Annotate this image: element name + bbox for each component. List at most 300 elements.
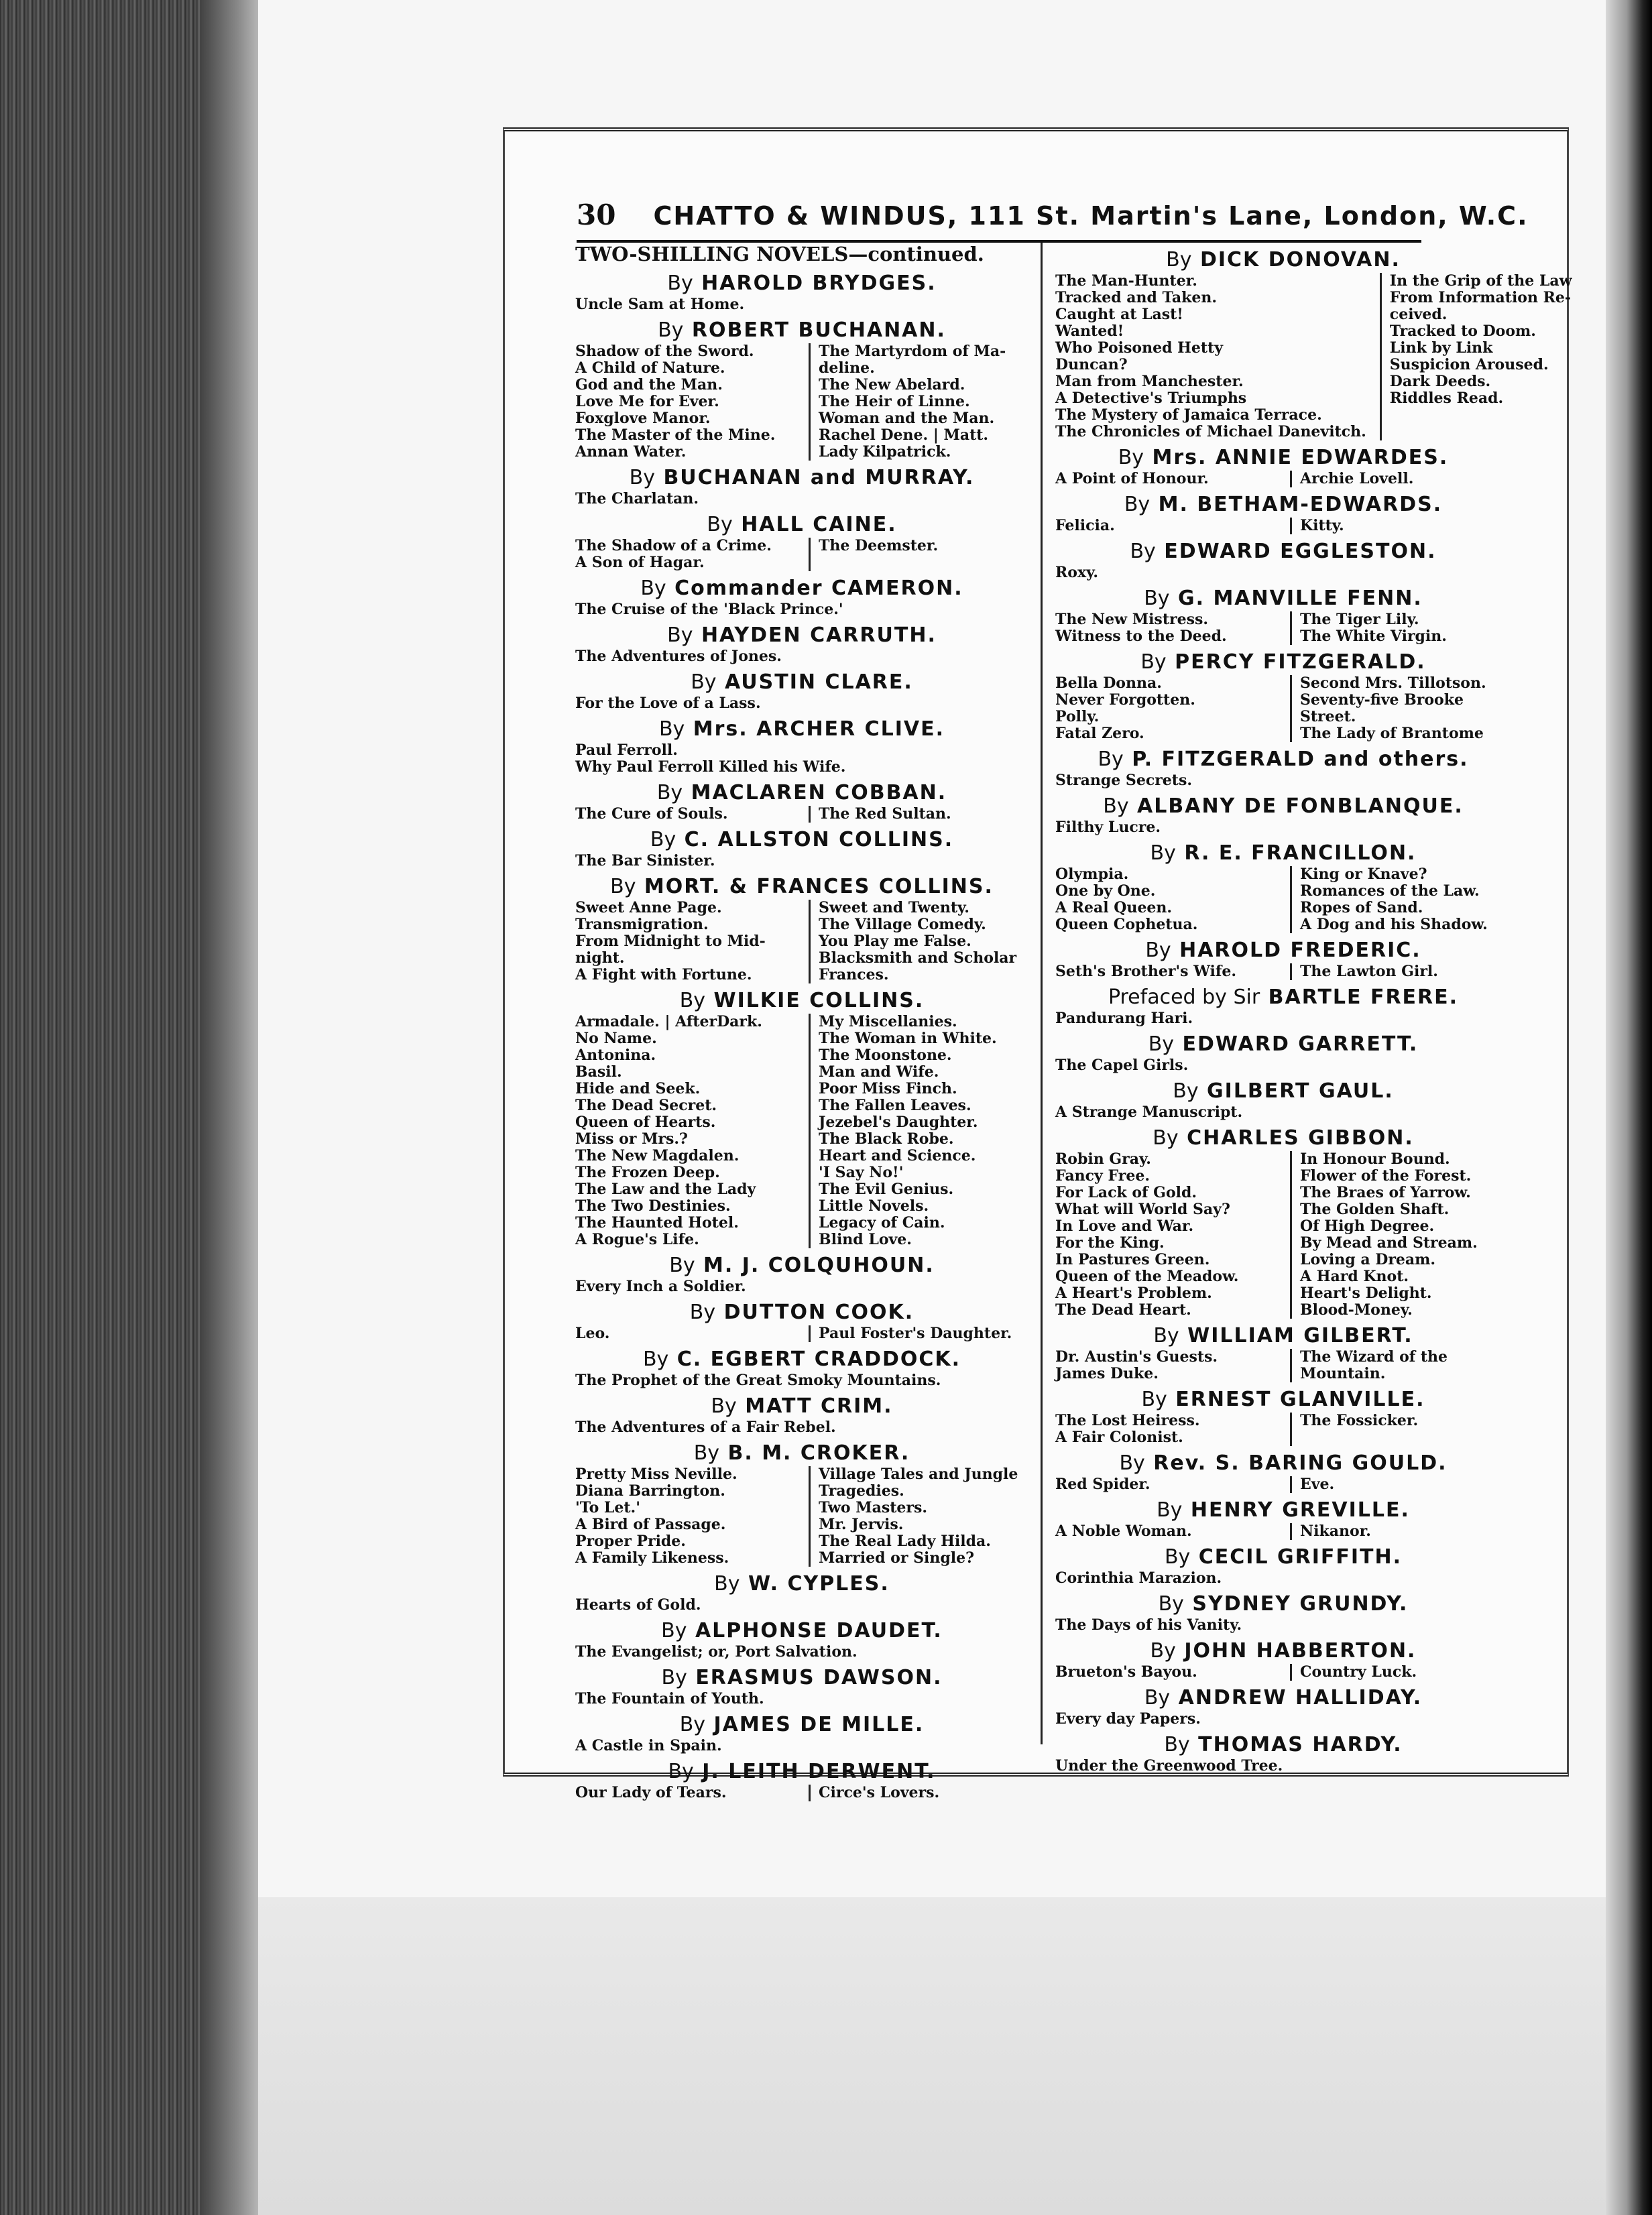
book-title: Romances of the Law. — [1290, 883, 1511, 900]
book-title: Woman and the Man. — [809, 410, 1028, 427]
title-list — [575, 1466, 1028, 1567]
title-list — [1055, 1349, 1511, 1382]
book-title: The Capel Girls. — [1055, 1057, 1189, 1074]
author-entry — [1055, 1451, 1511, 1493]
author-by: By — [691, 670, 717, 694]
heading-period: . — [888, 513, 897, 536]
book-title: Seth's Brother's Wife. — [1055, 963, 1237, 980]
author-entry — [575, 874, 1028, 983]
author-heading — [1055, 1638, 1511, 1664]
author-by: By — [661, 1619, 687, 1642]
author-name: BUCHANAN and MURRAY — [663, 466, 965, 489]
book-title: Paul Foster's Daughter. — [809, 1325, 1028, 1342]
author-name: B. M. CROKER — [727, 1441, 901, 1465]
publisher-header: CHATTO & WINDUS, 111 St. Martin's Lane, London, W.C. — [653, 201, 1529, 231]
author-heading — [575, 576, 1028, 601]
book-title: Armadale. | AfterDark. — [575, 1013, 762, 1030]
heading-period: . — [1439, 446, 1449, 469]
heading-period: . — [944, 828, 954, 851]
book-title: The Red Sultan. — [809, 806, 1028, 823]
book-title: The Mystery of Jamaica Terrace. — [1055, 406, 1322, 424]
author-entry — [575, 512, 1028, 571]
book-title: The Black Robe. — [809, 1131, 1028, 1148]
author-entry — [1055, 985, 1511, 1027]
author-name: ANDREW HALLIDAY — [1178, 1686, 1413, 1710]
book-title: Olympia. — [1055, 865, 1129, 883]
author-name: HAROLD BRYDGES — [701, 272, 928, 295]
heading-period: . — [937, 781, 947, 804]
title-list — [1055, 1711, 1511, 1728]
author-entry — [1055, 938, 1511, 980]
author-heading — [1055, 985, 1511, 1010]
author-heading — [575, 1253, 1028, 1278]
author-heading — [1055, 794, 1511, 819]
author-by: By — [1166, 248, 1192, 272]
author-heading — [575, 1347, 1028, 1372]
author-by: By — [711, 1394, 737, 1418]
author-name: MATT CRIM — [745, 1394, 884, 1418]
title-list — [575, 1644, 1028, 1661]
book-title: The Lost Heiress. — [1055, 1412, 1200, 1429]
author-heading — [1055, 841, 1511, 866]
title-list — [575, 853, 1028, 870]
book-title: Link by Link — [1380, 340, 1572, 357]
section-heading: TWO-SHILLING NOVELS—continued. — [575, 243, 984, 265]
book-title: The Dead Heart. — [1055, 1301, 1191, 1319]
author-heading — [1055, 1545, 1511, 1570]
book-title: Transmigration. — [575, 916, 709, 933]
book-title: Miss or Mrs.? — [575, 1130, 688, 1148]
book-title: The Village Comedy. — [809, 916, 1028, 933]
author-entry — [1055, 1032, 1511, 1074]
book-title: Basil. — [575, 1063, 622, 1081]
book-title: Mountain. — [1290, 1366, 1511, 1382]
title-list — [575, 538, 1028, 571]
book-title: A Strange Manuscript. — [1055, 1103, 1243, 1121]
author-entry — [1055, 1732, 1511, 1775]
title-list — [1055, 1010, 1511, 1027]
author-by: By — [610, 875, 636, 898]
book-title: The Chronicles of Michael Danevitch. — [1055, 423, 1366, 440]
author-entry — [575, 1665, 1028, 1708]
author-name: R. E. FRANCILLON — [1184, 841, 1408, 865]
book-title: Filthy Lucre. — [1055, 819, 1161, 836]
author-by: By — [1130, 540, 1156, 563]
book-title: Brueton's Bayou. — [1055, 1663, 1197, 1681]
author-by: By — [656, 781, 683, 804]
heading-period: . — [927, 272, 937, 295]
book-title: The Fossicker. — [1290, 1413, 1511, 1429]
book-title: Pretty Miss Neville. — [575, 1465, 738, 1483]
author-name: BARTLE FRERE — [1268, 985, 1450, 1009]
title-list — [575, 1597, 1028, 1614]
book-title: Heart's Delight. — [1290, 1285, 1511, 1302]
book-title: God and the Man. — [575, 376, 723, 394]
author-by: By — [668, 1760, 694, 1783]
book-title: In Love and War. — [1055, 1217, 1194, 1235]
book-title: In the Grip of the Law — [1380, 273, 1572, 290]
book-title: Heart and Science. — [809, 1148, 1028, 1164]
book-title: Two Masters. — [809, 1500, 1028, 1516]
author-entry — [575, 717, 1028, 776]
heading-period: . — [1399, 1592, 1409, 1616]
book-title: The Lawton Girl. — [1290, 963, 1511, 980]
heading-period: . — [1412, 939, 1421, 962]
author-entry — [575, 1394, 1028, 1436]
author-entry — [575, 576, 1028, 618]
heading-period: . — [965, 466, 975, 489]
book-title: Wanted! — [1055, 322, 1124, 340]
book-title: The Two Destinies. — [575, 1197, 731, 1215]
book-title: Caught at Last! — [1055, 306, 1183, 323]
book-title: The Man-Hunter. — [1055, 272, 1197, 290]
author-entry — [575, 1347, 1028, 1389]
author-name: CECIL GRIFFITH — [1198, 1545, 1393, 1569]
book-title: The Days of his Vanity. — [1055, 1616, 1242, 1634]
author-entry — [1055, 1638, 1511, 1681]
book-title: Diana Barrington. — [575, 1482, 725, 1500]
book-title: The Frozen Deep. — [575, 1164, 720, 1181]
page-bottom-margin — [258, 1897, 1652, 2215]
title-list — [575, 742, 1028, 776]
book-title: A Dog and his Shadow. — [1290, 916, 1511, 933]
author-by: By — [1098, 747, 1124, 771]
author-name: ROBERT BUCHANAN — [691, 318, 937, 342]
book-title: The Tiger Lily. — [1290, 611, 1511, 628]
book-title: Loving a Dream. — [1290, 1252, 1511, 1268]
author-heading — [1055, 1323, 1511, 1349]
book-title: A Rogue's Life. — [575, 1231, 699, 1248]
author-heading — [1055, 586, 1511, 611]
book-title: Fatal Zero. — [1055, 725, 1144, 742]
author-heading — [1055, 1079, 1511, 1104]
author-heading — [1055, 1126, 1511, 1151]
book-title: The Fountain of Youth. — [575, 1690, 764, 1708]
author-entry — [1055, 794, 1511, 836]
author-heading — [575, 1618, 1028, 1644]
author-heading — [575, 318, 1028, 343]
author-entry — [575, 1759, 1028, 1801]
heading-period: . — [1407, 841, 1417, 865]
book-title: 'I Say No!' — [809, 1164, 1028, 1181]
author-name: JAMES DE MILLE — [713, 1713, 915, 1736]
author-name: Rev. S. BARING GOULD — [1153, 1451, 1439, 1475]
author-name: EDWARD GARRETT — [1182, 1032, 1409, 1056]
heading-period: . — [1409, 1032, 1419, 1056]
book-title: Flower of the Forest. — [1290, 1168, 1511, 1185]
heading-period: . — [900, 1441, 910, 1465]
author-by: By — [1158, 1592, 1184, 1616]
title-list — [575, 648, 1028, 665]
book-title: Annan Water. — [575, 443, 687, 461]
author-heading — [1055, 539, 1511, 564]
author-by: By — [669, 1254, 695, 1277]
book-title: James Duke. — [1055, 1365, 1159, 1382]
book-title: The Cure of Souls. — [575, 805, 728, 823]
title-list — [575, 695, 1028, 712]
title-list — [1055, 272, 1572, 440]
book-title: Blacksmith and Scholar — [809, 950, 1028, 967]
book-title: Roxy. — [1055, 564, 1098, 581]
author-heading — [575, 1665, 1028, 1691]
title-list — [1055, 1617, 1511, 1634]
author-name: ALBANY DE FONBLANQUE — [1137, 794, 1455, 818]
book-title: A Detective's Triumphs — [1055, 390, 1247, 407]
book-title: Country Luck. — [1290, 1664, 1511, 1681]
author-heading — [575, 1300, 1028, 1325]
author-name: PERCY FITZGERALD — [1175, 650, 1417, 674]
title-list — [575, 491, 1028, 507]
book-title: Rachel Dene. | Matt. — [809, 427, 1028, 444]
author-entry — [1055, 1498, 1511, 1540]
book-title: The Braes of Yarrow. — [1290, 1185, 1511, 1201]
book-title: The New Magdalen. — [575, 1147, 740, 1164]
author-entry — [575, 318, 1028, 461]
title-list — [575, 1014, 1028, 1248]
author-by: By — [1164, 1545, 1191, 1569]
book-title — [1380, 407, 1572, 424]
book-title: The Heir of Linne. — [809, 394, 1028, 410]
book-title: From Information Re- — [1380, 290, 1572, 306]
author-heading — [1055, 938, 1511, 963]
heading-period: . — [984, 875, 994, 898]
title-list — [1055, 518, 1511, 534]
book-title: Polly. — [1055, 708, 1100, 725]
book-title: Married or Single? — [809, 1550, 1028, 1567]
author-by: By — [679, 989, 706, 1012]
book-title: Lady Kilpatrick. — [809, 444, 1028, 461]
author-entry — [1055, 247, 1572, 440]
title-list — [1055, 1523, 1511, 1540]
book-title: Seventy-five Brooke — [1290, 692, 1511, 709]
author-name: J. LEITH DERWENT — [702, 1760, 927, 1783]
author-entry — [575, 1571, 1028, 1614]
heading-period: . — [1454, 794, 1464, 818]
author-name: EDWARD EGGLESTON — [1164, 540, 1428, 563]
author-name: Mrs. ANNIE EDWARDES — [1152, 446, 1439, 469]
title-list — [575, 1325, 1028, 1342]
book-title: A Point of Honour. — [1055, 470, 1209, 487]
book-title — [1380, 424, 1572, 440]
book-title: Never Forgotten. — [1055, 691, 1195, 709]
author-entry — [1055, 1387, 1511, 1446]
author-by: By — [1144, 587, 1170, 610]
book-title: A Castle in Spain. — [575, 1737, 722, 1754]
author-heading — [575, 717, 1028, 742]
book-title: Tragedies. — [809, 1483, 1028, 1500]
book-title: Paul Ferroll. — [575, 741, 678, 759]
book-title: The Dead Secret. — [575, 1097, 717, 1114]
heading-period: . — [884, 1394, 893, 1418]
book-title: A Son of Hagar. — [575, 554, 705, 571]
heading-period: . — [1433, 493, 1443, 516]
author-heading — [1055, 247, 1511, 273]
heading-period: . — [1460, 747, 1469, 771]
heading-period: . — [1404, 1324, 1413, 1348]
book-title: Hide and Seek. — [575, 1080, 701, 1097]
title-list — [575, 900, 1028, 983]
author-heading — [575, 1441, 1028, 1466]
author-name: GILBERT GAUL — [1207, 1079, 1385, 1103]
book-title: The Evangelist; or, Port Salvation. — [575, 1643, 858, 1661]
author-by: Prefaced by Sir — [1108, 985, 1260, 1009]
book-title: What will World Say? — [1055, 1201, 1230, 1218]
title-list — [1055, 611, 1511, 645]
book-title: Queen of the Meadow. — [1055, 1268, 1239, 1285]
book-title: Red Spider. — [1055, 1476, 1150, 1493]
title-list — [575, 1785, 1028, 1801]
book-title: Nikanor. — [1290, 1523, 1511, 1540]
author-by: By — [658, 717, 685, 741]
author-by: By — [1148, 1032, 1175, 1056]
author-heading — [1055, 1451, 1511, 1476]
book-title: The Fallen Leaves. — [809, 1097, 1028, 1114]
book-title: The New Mistress. — [1055, 611, 1209, 628]
book-title: You Play me False. — [809, 933, 1028, 950]
book-title: deline. — [809, 360, 1028, 377]
heading-period: . — [927, 623, 937, 647]
author-list-left — [575, 271, 1028, 1801]
heading-period: . — [951, 1348, 961, 1371]
author-by: By — [642, 1348, 669, 1371]
book-title: Dark Deeds. — [1380, 373, 1572, 390]
book-right-edge — [1606, 0, 1652, 2215]
book-title: A Fight with Fortune. — [575, 966, 752, 983]
book-title: Little Novels. — [809, 1198, 1028, 1215]
author-heading — [1055, 445, 1511, 471]
author-by: By — [707, 513, 733, 536]
author-heading — [1055, 492, 1511, 518]
book-title: Tracked and Taken. — [1055, 289, 1218, 306]
title-list — [1055, 772, 1511, 789]
book-title: King or Knave? — [1290, 866, 1511, 883]
heading-period: . — [1393, 1733, 1403, 1756]
heading-period: . — [1393, 1545, 1403, 1569]
author-by: By — [1144, 1686, 1171, 1710]
book-title: A Heart's Problem. — [1055, 1284, 1212, 1302]
book-title: The Haunted Hotel. — [575, 1214, 739, 1232]
heading-period: . — [1401, 1498, 1410, 1522]
title-list — [1055, 675, 1511, 742]
author-heading — [575, 670, 1028, 695]
author-entry — [575, 623, 1028, 665]
left-column — [575, 243, 1028, 1801]
author-by: By — [1140, 650, 1167, 674]
author-by: By — [1157, 1498, 1183, 1522]
author-heading — [1055, 1732, 1511, 1758]
author-name: HAYDEN CARRUTH — [701, 623, 928, 647]
heading-period: . — [1413, 587, 1423, 610]
book-title: Love Me for Ever. — [575, 393, 719, 410]
author-name: MACLAREN COBBAN — [691, 781, 938, 804]
book-title: In Pastures Green. — [1055, 1251, 1210, 1268]
heading-period: . — [1407, 1639, 1417, 1663]
author-by: By — [629, 466, 655, 489]
author-entry — [575, 1618, 1028, 1661]
book-title: Street. — [1290, 709, 1511, 725]
author-name: Mrs. ARCHER CLIVE — [693, 717, 936, 741]
book-title: Pandurang Hari. — [1055, 1010, 1193, 1027]
author-heading — [1055, 1498, 1511, 1523]
heading-period: . — [1417, 650, 1426, 674]
title-list — [1055, 1664, 1511, 1681]
title-list — [575, 343, 1028, 461]
book-title: Legacy of Cain. — [809, 1215, 1028, 1232]
author-by: By — [640, 577, 666, 600]
book-title: The Evil Genius. — [809, 1181, 1028, 1198]
author-name: AUSTIN CLARE — [725, 670, 904, 694]
book-title: Riddles Read. — [1380, 390, 1572, 407]
author-name: JOHN HABBERTON — [1184, 1639, 1408, 1663]
book-title: The Lady of Brantome — [1290, 725, 1511, 742]
book-title: Uncle Sam at Home. — [575, 296, 745, 313]
author-by: By — [667, 272, 693, 295]
book-title: By Mead and Stream. — [1290, 1235, 1511, 1252]
book-title: The Prophet of the Great Smoky Mountains. — [575, 1372, 941, 1389]
author-entry — [1055, 492, 1511, 534]
author-name: HAROLD FREDERIC — [1179, 939, 1413, 962]
book-title: Suspicion Aroused. — [1380, 357, 1572, 373]
author-name: P. FITZGERALD and others — [1132, 747, 1460, 771]
book-title: No Name. — [575, 1030, 657, 1047]
title-list — [1055, 1758, 1511, 1775]
author-heading — [575, 827, 1028, 853]
author-name: Commander CAMERON — [674, 577, 955, 600]
book-title: A Hard Knot. — [1290, 1268, 1511, 1285]
author-heading — [1055, 1387, 1511, 1413]
title-list — [575, 1419, 1028, 1436]
book-title: Witness to the Deed. — [1055, 627, 1227, 645]
title-list — [1055, 1104, 1511, 1121]
book-title: The Adventures of a Fair Rebel. — [575, 1419, 836, 1436]
author-name: M. J. COLQUHOUN — [703, 1254, 926, 1277]
author-entry — [1055, 1592, 1511, 1634]
author-by: By — [1153, 1324, 1179, 1348]
heading-period: . — [1384, 1079, 1394, 1103]
book-title: The New Abelard. — [809, 377, 1028, 394]
author-entry — [575, 988, 1028, 1248]
book-title: The Charlatan. — [575, 490, 699, 507]
book-title: night. — [575, 949, 625, 967]
book-title: Hearts of Gold. — [575, 1596, 701, 1614]
author-heading — [575, 271, 1028, 296]
author-by: By — [1153, 1126, 1179, 1150]
author-heading — [1055, 747, 1511, 772]
book-title: Strange Secrets. — [1055, 772, 1193, 789]
author-entry — [575, 1253, 1028, 1295]
author-name: THOMAS HARDY — [1198, 1733, 1394, 1756]
author-name: HALL CAINE — [741, 513, 888, 536]
author-entry — [1055, 841, 1511, 933]
book-title: Circe's Lovers. — [809, 1785, 1028, 1801]
book-title: The Master of the Mine. — [575, 426, 776, 444]
author-by: By — [650, 828, 676, 851]
title-list — [1055, 471, 1511, 487]
author-name: DUTTON COOK — [723, 1301, 905, 1324]
heading-period: . — [954, 577, 963, 600]
author-by: By — [1103, 794, 1129, 818]
column-divider — [1041, 243, 1043, 1744]
book-title: Blood-Money. — [1290, 1302, 1511, 1319]
title-list — [1055, 866, 1511, 933]
title-list — [575, 601, 1028, 618]
author-name: W. CYPLES — [748, 1572, 881, 1596]
title-list — [1055, 819, 1511, 836]
author-entry — [1055, 747, 1511, 789]
book-title: The Moonstone. — [809, 1047, 1028, 1064]
author-heading — [1055, 1592, 1511, 1617]
book-title: From Midnight to Mid- — [575, 933, 766, 950]
